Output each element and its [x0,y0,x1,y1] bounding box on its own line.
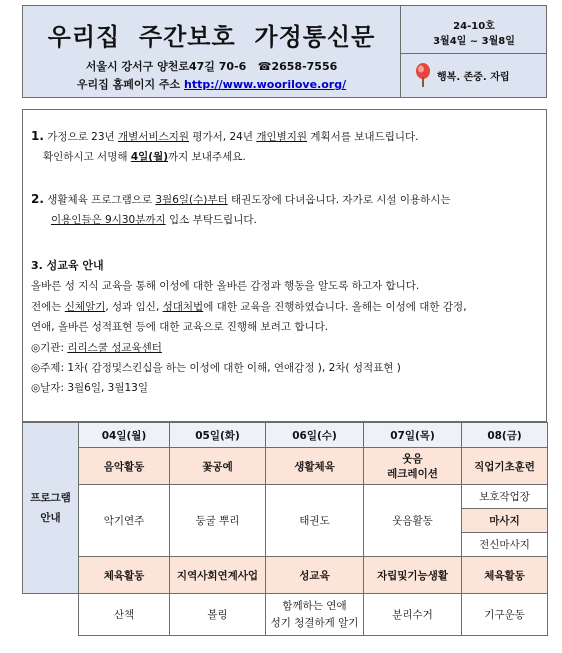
newsletter-header [22,5,547,98]
activity-line: 함께하는 연애 [282,599,347,612]
activity-cell: 악기연주 [79,485,170,557]
category-cell: 마사지 [462,509,548,533]
dates-line: ◎날자: 3월6일, 3월13일 [31,382,148,394]
deadline-date: 4일(월) [130,151,169,163]
day-header-wed: 06일(수) [266,423,364,448]
activity-cell: 태권도 [266,485,364,557]
text: 까지 보내주세요. [168,151,246,163]
text: 평가서, 24년 [189,131,257,143]
motto-text: 행복. 존중. 자립 [437,72,510,83]
activity-cell: 볼링 [170,594,266,636]
activity-cell: 기구운동 [462,594,548,636]
activity-cell: 분리수거 [364,594,462,636]
text: 생활체육 프로그램으로 [43,194,156,206]
notice-item-2-line-2 [51,210,257,230]
text: 전에는 [31,301,65,313]
topic-line: ◎주제: 1차( 감정및스킨십을 하는 이성에 대한 이해, 연애감정 ), 2차( 성적표현 ) [31,362,401,374]
text-underlined: 신체알기 [64,301,106,313]
activity-cell: 웃음활동 [364,485,462,557]
notice-item-1-line-1 [31,126,419,147]
activity-line: 성기 청결하게 알기 [270,616,359,629]
page-title: 우리집 주간보호 가정통신문 [47,23,376,51]
header-issue-box [400,6,546,97]
text-underlined: 성대처법 [162,301,204,313]
category-cell: 꽃공예 [170,448,266,485]
text: 가정으로 23년 [43,131,119,143]
center-address: 서울시 강서구 양천로47길 70-6 ☎2658-7556 [85,60,338,73]
activity-cell: 둥굴 뿌리 [170,485,266,557]
text: ◎기관: [31,342,68,354]
motto-area [401,54,547,97]
day-header-fri: 08(금) [462,423,548,448]
category-line: 레크레이션 [387,468,438,480]
activity-cell: 보호작업장 [462,485,548,509]
activity-cell: 전신마사지 [462,533,548,557]
table-row-am-activity [23,485,548,509]
text-underlined: 개인별지원 [256,131,308,143]
category-cell: 성교육 [266,557,364,594]
text: , 성과 임신, [105,301,163,313]
notice-item-1-line-2 [43,147,246,167]
activity-cell: 산책 [79,594,170,636]
program-schedule-table [22,422,548,636]
text: 입소 부탁드립니다. [165,214,257,226]
side-label-line: 안내 [40,512,61,524]
table-row-pm-activity [23,594,548,636]
category-cell: 자립및기능생활 [364,557,462,594]
text-underlined: 이용인들은 9시30분까지 [51,214,166,226]
issue-date-range: 3월4일 ~ 3월8일 [433,36,515,47]
table-row-days [23,423,548,448]
table-row-am-category [23,448,548,485]
institution-name: 리리스쿨 성교육센터 [67,342,162,354]
notice-box [22,109,547,422]
institution-line [31,338,162,358]
program-side-label [23,423,79,594]
text: 에 대한 교육을 진행하였습니다. 올해는 이성에 대한 감정, [203,301,467,313]
header-main [23,6,400,97]
text-underlined: 3월6일(수)부터 [155,194,228,206]
activity-cell [266,594,364,636]
day-header-tue: 05일(화) [170,423,266,448]
issue-info [401,19,547,49]
text: 확인하시고 서명해 [43,151,131,163]
item-number: 1. [31,129,44,143]
category-cell: 직업기초훈련 [462,448,548,485]
text: 계획서를 보내드립니다. [307,131,419,143]
category-cell: 생활체육 [266,448,364,485]
category-cell: 음악활동 [79,448,170,485]
sex-education-line-2 [31,297,467,317]
tree-icon [415,62,431,88]
blank-cell [23,594,79,636]
notice-item-2-line-1 [31,189,451,210]
homepage-line [23,76,400,92]
text-underlined: 개별서비스지원 [118,131,190,143]
homepage-link[interactable]: http://www.woorilove.org/ [184,78,347,91]
category-cell: 체육활동 [462,557,548,594]
text: 태권도장에 다녀옵니다. 자가로 시설 이용하시는 [227,194,451,206]
category-line: 웃음 [402,453,423,465]
category-cell: 지역사회연계사업 [170,557,266,594]
homepage-label: 우리집 홈페이지 주소 [76,78,181,91]
category-cell: 체육활동 [79,557,170,594]
day-header-mon: 04일(월) [79,423,170,448]
issue-number: 24-10호 [453,21,495,32]
sex-education-line-1: 올바른 성 지식 교육을 통해 이성에 대한 올바른 감정과 행동을 알도록 하고자 합니다. [31,280,420,292]
sex-education-heading: 3. 성교육 안내 [31,259,104,272]
item-number: 2. [31,192,44,206]
category-cell [364,448,462,485]
table-row-pm-category [23,557,548,594]
sex-education-line-3: 연애, 올바른 성적표현 등에 대한 교육으로 진행해 보려고 합니다. [31,321,329,333]
day-header-thu: 07일(목) [364,423,462,448]
side-label-line: 프로그램 [30,492,71,504]
